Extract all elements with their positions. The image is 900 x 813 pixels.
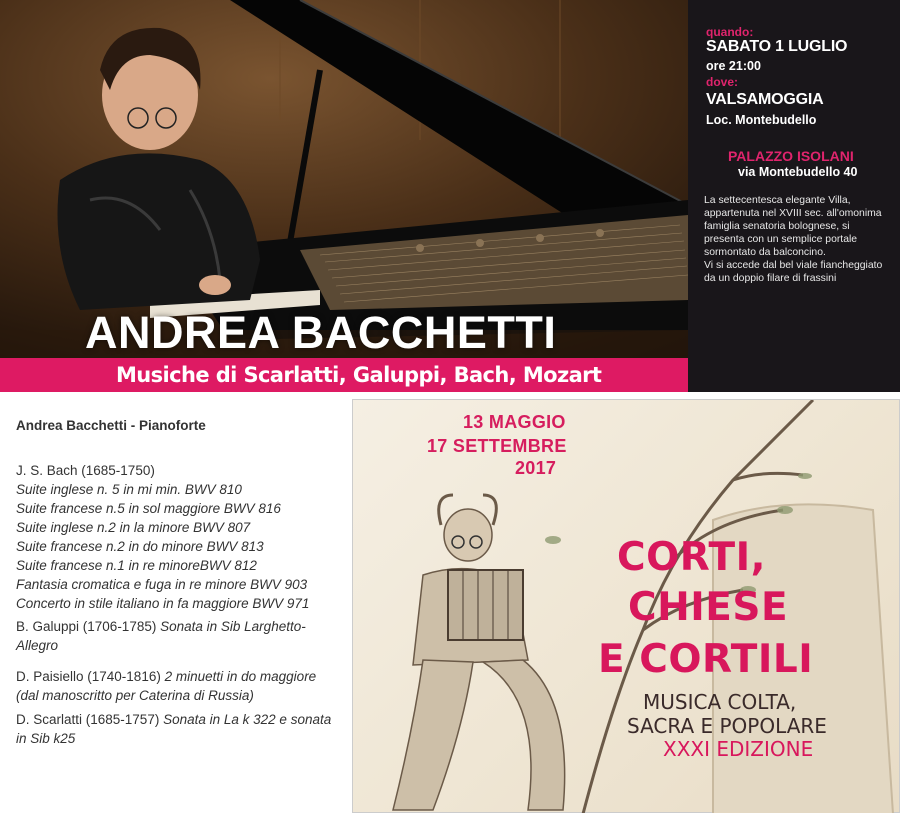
event-date: SABATO 1 LUGLIO <box>706 38 848 55</box>
description-line: da un doppio filare di frassini <box>704 273 837 284</box>
work-item: Suite inglese n. 5 in mi min. BWV 810 <box>16 482 242 497</box>
venue-address: via Montebudello 40 <box>738 165 858 179</box>
poster-date-start: 13 MAGGIO <box>463 412 566 432</box>
work-item: (dal manoscritto per Caterina di Russia) <box>16 688 254 703</box>
event-locality: Loc. Montebudello <box>706 113 817 127</box>
work-item: Suite francese n.5 in sol maggiore BWV 816 <box>16 501 281 516</box>
accordion-player-illustration <box>353 400 900 813</box>
work-item: Allegro <box>16 638 59 653</box>
description-line: presenta con un semplice portale <box>704 234 858 245</box>
when-label: quando: <box>706 25 754 39</box>
scarlatti-entry <box>16 710 346 729</box>
work-item: Concerto in stile italiano in fa maggiore BWV 971 <box>16 596 310 611</box>
description-line: sormontato da balconcino. <box>704 247 826 258</box>
poster-subtitle-line2: SACRA E POPOLARE <box>627 714 827 738</box>
event-info-panel <box>688 0 900 392</box>
description-line: Vi si accede dal bel viale fiancheggiato <box>704 260 883 271</box>
subtitle-text: Musiche di Scarlatti, Galuppi, Bach, Mozart <box>116 363 602 387</box>
work-item: Suite francese n.2 in do minore BWV 813 <box>16 539 264 554</box>
venue-description <box>704 194 888 285</box>
galuppi-entry <box>16 617 346 636</box>
festival-poster <box>352 399 900 813</box>
venue-name: PALAZZO ISOLANI <box>728 148 854 164</box>
work-item: Sonata in Sib Larghetto- <box>160 619 306 634</box>
poster-year: 2017 <box>515 458 557 478</box>
program-heading: Andrea Bacchetti - Pianoforte <box>16 418 206 433</box>
composer-galuppi: B. Galuppi (1706-1785) <box>16 619 157 634</box>
poster-title-line1: CORTI, <box>617 535 766 580</box>
description-line: famiglia senatoria bolognese, si <box>704 221 850 232</box>
where-label: dove: <box>706 75 739 89</box>
poster-date-end: 17 SETTEMBRE <box>427 436 567 456</box>
description-line: appartenuta nel XVIII sec. all'omonima <box>704 208 882 219</box>
work-item: Fantasia cromatica e fuga in re minore BWV 903 <box>16 577 308 592</box>
composer-bach: J. S. Bach (1685-1750) <box>16 463 155 478</box>
poster-edition: XXXI EDIZIONE <box>663 737 814 761</box>
poster-title-line3: E CORTILI <box>598 637 814 682</box>
event-time: ore 21:00 <box>706 59 761 73</box>
work-item: Suite inglese n.2 in la minore BWV 807 <box>16 520 251 535</box>
performer-name: ANDREA BACCHETTI <box>85 307 557 358</box>
subtitle-bar <box>0 358 688 392</box>
poster-title-line2: CHIESE <box>628 585 789 630</box>
composer-scarlatti: D. Scarlatti (1685-1757) <box>16 712 160 727</box>
event-town: VALSAMOGGIA <box>706 91 824 108</box>
concert-program <box>16 418 346 748</box>
work-item: Suite francese n.1 in re minoreBWV 812 <box>16 558 257 573</box>
poster-subtitle-line1: MUSICA COLTA, <box>643 690 797 714</box>
composer-paisiello: D. Paisiello (1740-1816) <box>16 669 161 684</box>
work-item: 2 minuetti in do maggiore <box>164 669 317 684</box>
work-item: Sonata in La k 322 e sonata <box>163 712 332 727</box>
description-line: La settecentesca elegante Villa, <box>704 195 851 206</box>
hero-photo <box>0 0 900 392</box>
paisiello-entry <box>16 667 346 686</box>
work-item: in Sib k25 <box>16 731 76 746</box>
